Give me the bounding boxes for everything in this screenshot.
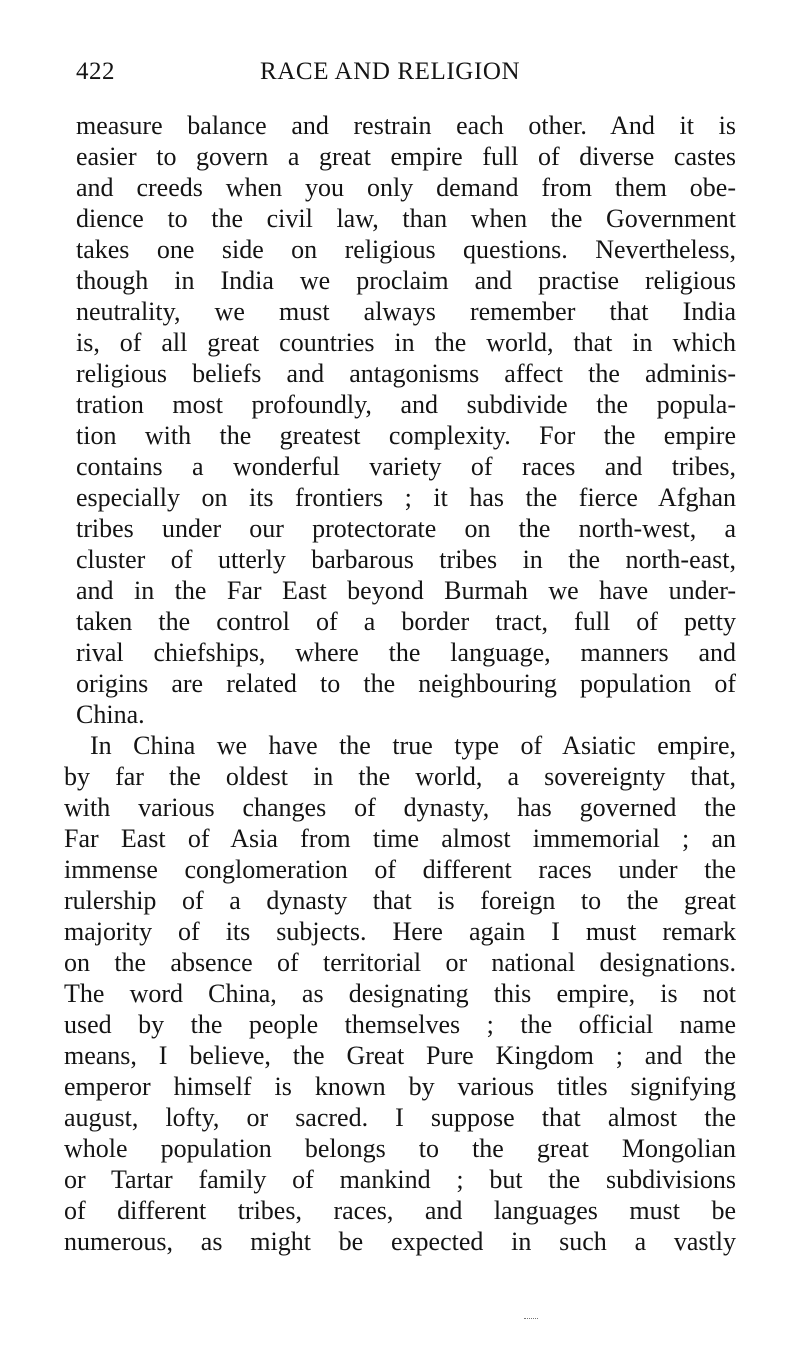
text-line: origins are related to the neighbouring population of: [76, 669, 736, 698]
text-line: whole population belongs to the great Mongolian: [64, 1134, 736, 1163]
text-line: dience to the civil law, than when the Government: [76, 204, 736, 233]
text-line: especially on its frontiers ; it has the fierce Afghan: [76, 483, 736, 512]
text-line: by far the oldest in the world, a sovereignty that,: [64, 762, 736, 791]
body-text: [64, 110, 736, 1257]
paragraph-1: [76, 110, 736, 730]
text-line: majority of its subjects. Here again I must remark: [64, 917, 736, 946]
text-line: rulership of a dynasty that is foreign to the great: [64, 886, 736, 915]
text-line: tration most profoundly, and subdivide the popula-: [76, 390, 736, 419]
text-line: means, I believe, the Great Pure Kingdom ; and the: [64, 1041, 736, 1070]
text-line: with various changes of dynasty, has governed the: [64, 793, 736, 822]
text-line: religious beliefs and antagonisms affect the adminis-: [76, 359, 736, 388]
running-head: RACE AND RELIGION: [260, 58, 521, 85]
text-line: numerous, as might be expected in such a vastly: [64, 1227, 736, 1256]
text-line: China.: [76, 700, 145, 729]
text-line: cluster of utterly barbarous tribes in the north-east,: [76, 545, 736, 574]
page-number: 422: [76, 58, 115, 85]
text-line: Far East of Asia from time almost immemorial ; an: [64, 824, 736, 853]
text-line: tion with the greatest complexity. For the empire: [76, 421, 736, 450]
text-line: emperor himself is known by various titles signifying: [64, 1072, 736, 1101]
text-line: or Tartar family of mankind ; but the subdivisions: [64, 1165, 736, 1194]
page-header: [76, 58, 736, 90]
text-line: and creeds when you only demand from them obe-: [76, 173, 736, 202]
text-line: measure balance and restrain each other. And it is: [76, 111, 736, 140]
paragraph-2: [64, 730, 736, 1257]
text-line: tribes under our protectorate on the north-west, a: [76, 514, 736, 543]
text-line: taken the control of a border tract, full of petty: [76, 607, 736, 636]
scan-artifact: [524, 1318, 538, 1322]
text-line: august, lofty, or sacred. I suppose that almost the: [64, 1103, 736, 1132]
text-line: though in India we proclaim and practise religious: [76, 266, 736, 295]
text-line: contains a wonderful variety of races and tribes,: [76, 452, 736, 481]
text-line: is, of all great countries in the world, that in which: [76, 328, 736, 357]
text-line: takes one side on religious questions. Nevertheless,: [76, 235, 736, 264]
text-line: of different tribes, races, and languages must be: [64, 1196, 736, 1225]
text-line: In China we have the true type of Asiatic empire,: [90, 731, 736, 760]
text-line: and in the Far East beyond Burmah we have under-: [76, 576, 736, 605]
text-line: neutrality, we must always remember that India: [76, 297, 736, 326]
text-line: used by the people themselves ; the official name: [64, 1010, 736, 1039]
text-line: rival chiefships, where the language, manners and: [76, 638, 736, 667]
text-line: on the absence of territorial or national designations.: [64, 948, 736, 977]
text-line: easier to govern a great empire full of diverse castes: [76, 142, 736, 171]
text-line: The word China, as designating this empire, is not: [64, 979, 736, 1008]
text-line: immense conglomeration of different races under the: [64, 855, 736, 884]
